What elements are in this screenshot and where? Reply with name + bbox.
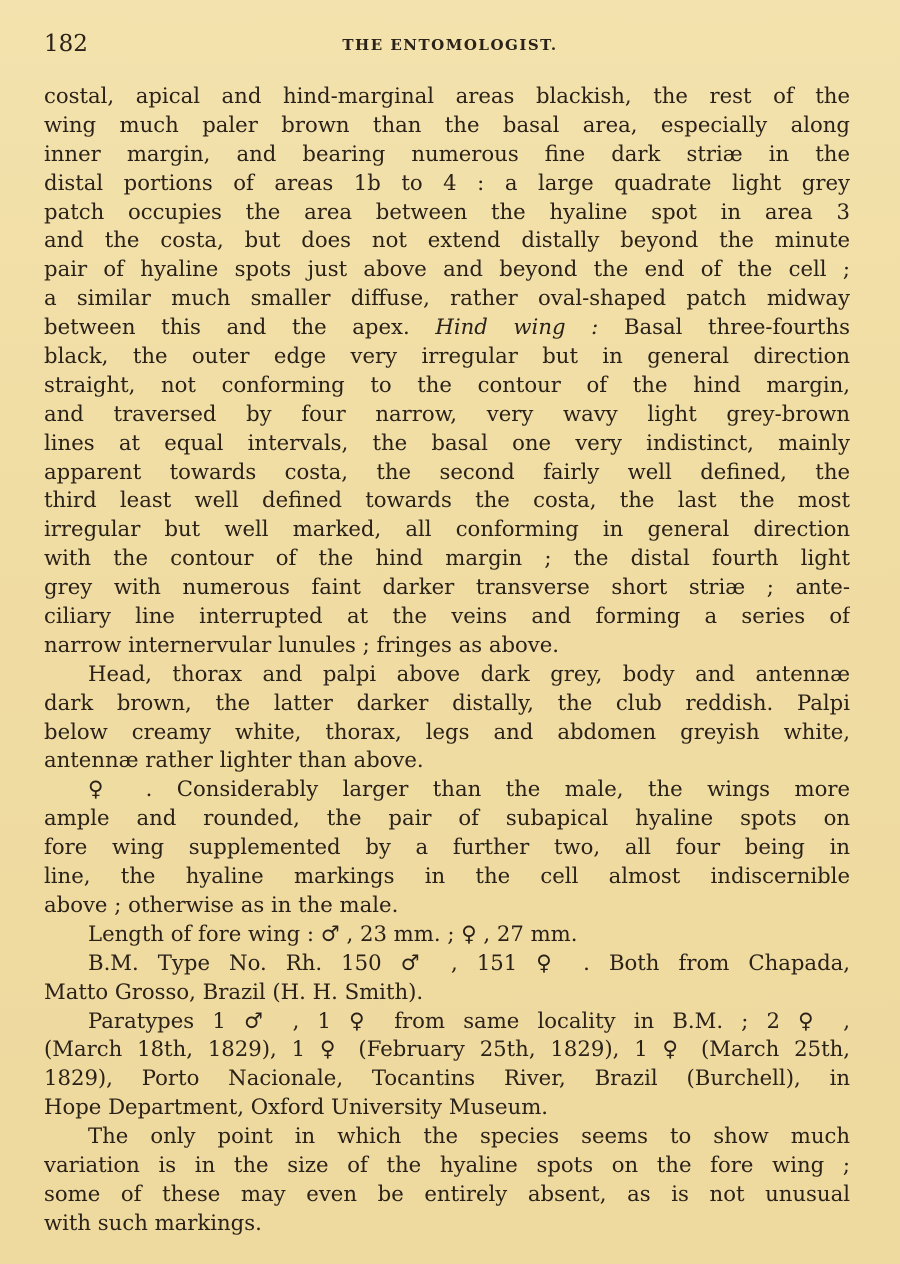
italic-heading: Hind wing : <box>435 314 599 340</box>
text-line: Paratypes 1 ♂ , 1 ♀ from same locality in B.M. ; 2 ♀ , <box>88 1007 850 1033</box>
text-line: antennæ rather lighter than above. <box>44 747 424 773</box>
text-line: black, the outer edge very irregular but in general direction <box>44 343 850 369</box>
text-line: costal, apical and hind-marginal areas blackish, the rest of the <box>44 83 850 108</box>
page-number: 182 <box>44 31 88 57</box>
text-line: pair of hyaline spots just above and beyond the end of the cell ; <box>44 256 850 282</box>
text-line: a similar much smaller diffuse, rather oval-shaped patch midway <box>44 285 850 311</box>
text-line: B.M. Type No. Rh. 150 ♂ , 151 ♀ . Both from Chapada, <box>88 949 850 975</box>
text-line: line, the hyaline markings in the cell almost indiscernible <box>44 863 850 889</box>
running-head: THE ENTOMOLOGIST. <box>342 36 558 54</box>
text-line-mixed <box>44 313 850 342</box>
text-line: narrow internervular lunules ; fringes as above. <box>44 631 560 657</box>
text-line: distal portions of areas 1b to 4 : a large quadrate light grey <box>44 169 850 195</box>
text-line: straight, not conforming to the contour of the hind margin, <box>44 371 850 397</box>
text-line: inner margin, and bearing numerous fine dark striæ in the <box>44 140 850 166</box>
text-line: some of these may even be entirely absent, as is not unusual <box>44 1180 850 1206</box>
text-line: ample and rounded, the pair of subapical hyaline spots on <box>44 805 850 831</box>
text-line: variation is in the size of the hyaline spots on the fore wing ; <box>44 1151 850 1177</box>
text-line: ♀ . Considerably larger than the male, the wings more <box>88 776 850 802</box>
text-line: fore wing supplemented by a further two, all four being in <box>44 834 850 860</box>
text-line: grey with numerous faint darker transverse short striæ ; ante- <box>44 574 850 600</box>
text-line: below creamy white, thorax, legs and abdomen greyish white, <box>44 718 850 744</box>
text-line: wing much paler brown than the basal area, especially along <box>44 111 850 137</box>
text-line: The only point in which the species seems to show much <box>88 1123 850 1149</box>
text-line: apparent towards costa, the second fairly well defined, the <box>44 458 850 484</box>
text-line: with the contour of the hind margin ; the distal fourth light <box>44 545 850 571</box>
text-line: (March 18th, 1829), 1 ♀ (February 25th, 1829), 1 ♀ (March 25th, <box>44 1036 850 1062</box>
text-line: Matto Grosso, Brazil (H. H. Smith). <box>44 978 424 1004</box>
text-line: dark brown, the latter darker distally, the club reddish. Palpi <box>44 689 850 715</box>
text-segment: Basal three-fourths <box>623 314 850 340</box>
text-line: Hope Department, Oxford University Museum. <box>44 1094 549 1120</box>
text-line: with such markings. <box>44 1209 262 1235</box>
text-line: third least well defined towards the costa, the last the most <box>44 487 850 513</box>
text-line: above ; otherwise as in the male. <box>44 891 399 917</box>
text-line: irregular but well marked, all conforming in general direction <box>44 516 850 542</box>
text-line: Length of fore wing : ♂ , 23 mm. ; ♀ , 27 mm. <box>88 920 578 946</box>
text-segment: between this and the apex. <box>44 314 410 340</box>
text-line: ciliary line interrupted at the veins and forming a series of <box>44 603 850 629</box>
text-line: and the costa, but does not extend distally beyond the minute <box>44 227 850 253</box>
text-line: patch occupies the area between the hyaline spot in area 3 <box>44 198 850 224</box>
page-header <box>44 30 856 58</box>
text-line: Head, thorax and palpi above dark grey, body and antennæ <box>88 660 850 686</box>
text-line: 1829), Porto Nacionale, Tocantins River, Brazil (Burchell), in <box>44 1065 850 1091</box>
text-line: lines at equal intervals, the basal one very indistinct, mainly <box>44 429 850 455</box>
text-line: and traversed by four narrow, very wavy light grey-brown <box>44 400 850 426</box>
body-text <box>44 82 850 1238</box>
